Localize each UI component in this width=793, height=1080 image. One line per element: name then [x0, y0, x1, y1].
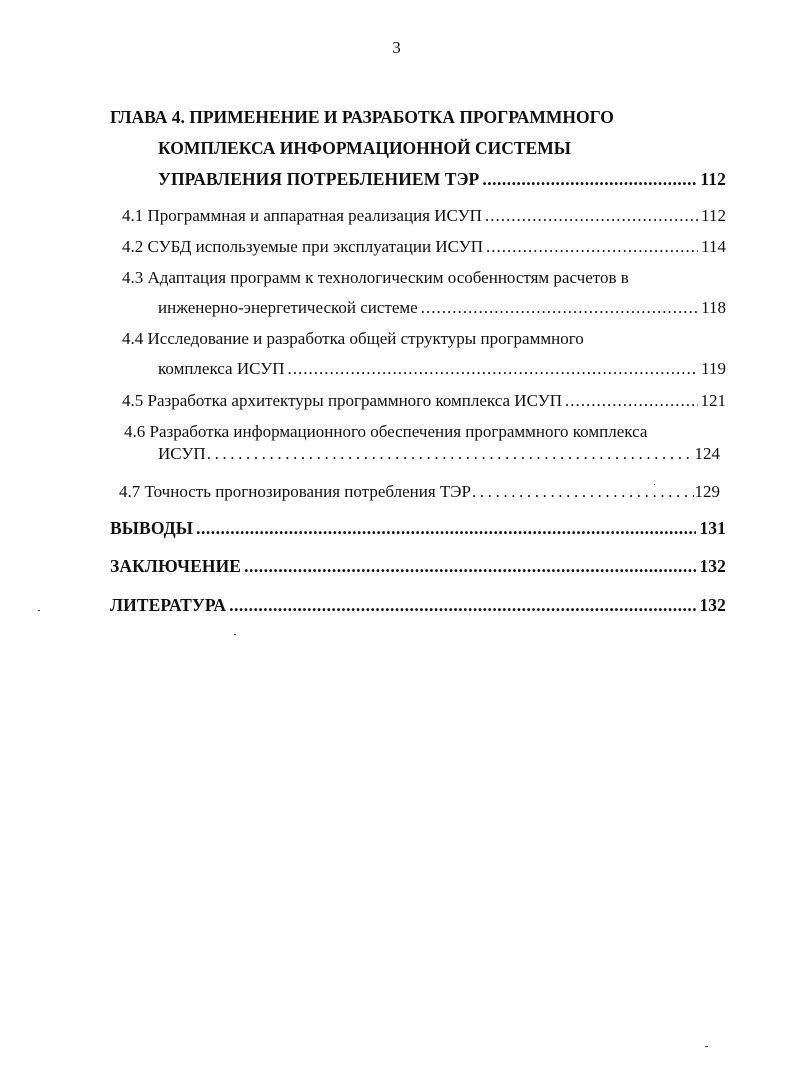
dot-leader: [196, 518, 696, 539]
dot-leader: [472, 482, 694, 502]
section-4-7-page: 129: [694, 482, 720, 501]
section-4-2-page: 114: [701, 237, 726, 256]
section-4-4-title-line-2: комплекса ИСУП: [158, 359, 285, 378]
section-4-3-title-line-2: инженерно-энергетической системе: [158, 298, 418, 317]
conclusions-page: 131: [699, 518, 726, 538]
toc-entry-chapter-4[interactable]: [158, 169, 726, 190]
section-4-6-title-line-1: 4.6 Разработка информационного обеспечения программного комплекса: [124, 422, 648, 441]
section-4-1-title: 4.1 Программная и аппаратная реализация ИСУП: [122, 206, 482, 225]
section-4-7-title: 4.7 Точность прогнозирования потребления ТЭР: [119, 482, 471, 501]
toc-entry-4-3[interactable]: [158, 298, 726, 318]
dot-leader: [565, 391, 697, 411]
toc-entry-4-6[interactable]: [158, 444, 720, 464]
scan-speck: [38, 610, 40, 611]
chapter-4-title-line-3: УПРАВЛЕНИЯ ПОТРЕБЛЕНИЕМ ТЭР: [158, 169, 480, 189]
summary-page: 132: [699, 556, 726, 576]
page-number: 3: [392, 38, 401, 57]
toc-entry-summary[interactable]: [110, 556, 726, 577]
section-4-3-title-line-1: 4.3 Адаптация программ к технологическим особенностям расчетов в: [122, 268, 629, 287]
dot-leader: [485, 206, 698, 226]
toc-entry-conclusions[interactable]: [110, 518, 726, 539]
toc-entry-4-2[interactable]: [122, 237, 726, 257]
dot-leader: [244, 556, 696, 577]
section-4-1-page: 112: [701, 206, 726, 225]
chapter-4-title-line-2: КОМПЛЕКСА ИНФОРМАЦИОННОЙ СИСТЕМЫ: [158, 138, 571, 158]
dot-leader: [486, 237, 698, 257]
dot-leader: [482, 169, 697, 190]
scan-speck: [654, 484, 655, 485]
dot-leader: [421, 298, 698, 318]
references-page: 132: [699, 595, 726, 615]
section-4-4-title-line-1: 4.4 Исследование и разработка общей структуры программного: [122, 329, 584, 348]
chapter-4-page: 112: [700, 169, 726, 189]
scan-speck: [234, 634, 236, 635]
section-4-3-page: 118: [701, 298, 726, 317]
section-4-2-title: 4.2 СУБД используемые при эксплуатации ИСУП: [122, 237, 484, 256]
scan-speck: [705, 1046, 708, 1047]
dot-leader: [288, 359, 699, 379]
references-title: ЛИТЕРАТУРА: [110, 595, 227, 615]
toc-entry-4-1[interactable]: [122, 206, 726, 226]
chapter-4-title-line-1: ГЛАВА 4. ПРИМЕНЕНИЕ И РАЗРАБОТКА ПРОГРАММНОГО: [110, 107, 614, 127]
section-4-5-title: 4.5 Разработка архитектуры программного комплекса ИСУП: [122, 391, 563, 410]
section-4-6-title-line-2: ИСУП: [158, 444, 206, 463]
toc-entry-4-4[interactable]: [158, 359, 726, 379]
conclusions-title: ВЫВОДЫ: [110, 518, 194, 538]
section-4-4-page: 119: [701, 359, 726, 378]
summary-title: ЗАКЛЮЧЕНИЕ: [110, 556, 242, 576]
dot-leader: [207, 444, 694, 464]
toc-entry-references[interactable]: [110, 595, 726, 616]
toc-entry-4-5[interactable]: [122, 391, 726, 411]
section-4-5-page: 121: [700, 391, 726, 410]
section-4-6-page: 124: [694, 444, 720, 463]
toc-entry-4-7[interactable]: [119, 482, 720, 502]
dot-leader: [229, 595, 696, 616]
